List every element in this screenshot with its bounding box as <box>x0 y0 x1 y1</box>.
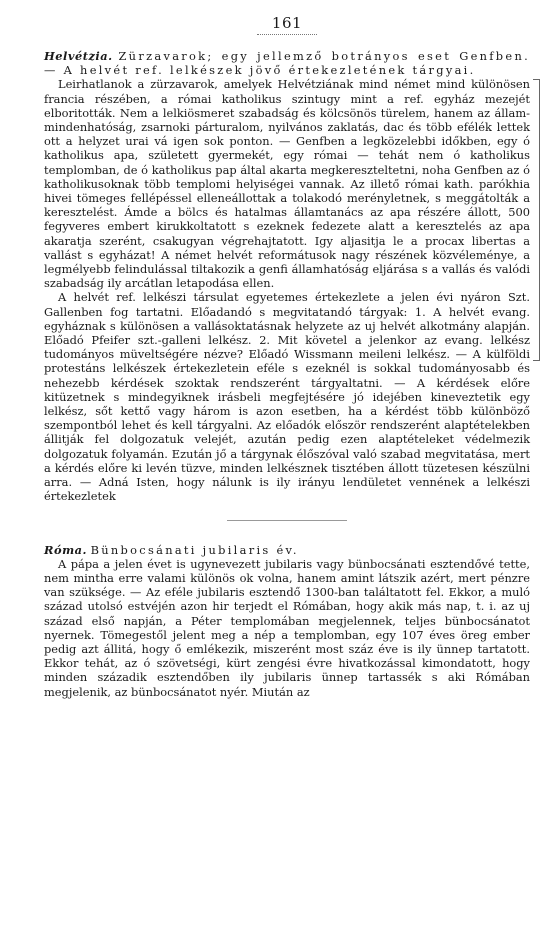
article-roma <box>44 543 530 699</box>
book-page <box>44 14 530 699</box>
article-paragraph: A helvét ref. lelkészi társulat egyetemes értekezlete a jelen évi nyáron Szt. Gallenben fog tartatni. Előadandó s megvitatandó tárgyak: 1. A helvét evang. egyháznak s különösen a vallásoktatásnak helyzete az uj helvét alkotmány alapján. Előadó Pfeifer szt.-galleni lelkész. 2. Mit követel a jelenkor az evang. lelkész tudományos müveltségére nézve? Előadó Wissmann meileni lelkész. — A külföldi protestáns lelkészek értekezletein eféle s ezeknél is sokkal tudományosabb és nehezebb kérdések szoktak rendszerént tárgyaltatni. — A kérdések előre kitüzetnek s mindegyiknek irásbeli megfejtésére jó idejében kineveztetik egy lelkész, sőt kettő vagy három is azon esetben, ha a kérdést több különböző szempontból lehet és kell tárgyalni. Az előadók először rendszerént alaptételekben állitják fel dolgozatuk velejét, azután pedig ezen alaptételeket védelmezik dolgozatuk folyamán. Ezután jő a tárgynak élőszóval való szabad megvitatása, mert a kérdés előre ki levén tüzve, minden lelkésznek tisztében állott tüzetesen készülni arra. — Adná Isten, hogy nálunk is ily irányu lendületet vennének a lelkészi értekezletek <box>44 290 530 504</box>
page-number: 161 <box>271 14 303 32</box>
article-place: Helvétzia. <box>44 49 113 63</box>
article-place: Róma. <box>44 542 87 557</box>
article-heading-text: Bünbocsánati jubilaris év. <box>90 542 299 557</box>
article-heading-text: Zürzavarok; egy jellemző botrányos eset Genfben. — A helvét ref. lelkészek jövő értekezletének tárgyai. <box>44 49 530 78</box>
article-paragraph: Leirhatlanok a zürzavarok, amelyek Helvétziának mind német mind különösen francia részében, a római katholikus szintugy mint a ref. egyház mezejét elboritották. Nem a lelkiösmeret szabadság és kölcsönös türelem, hanem az állam-mindenhatóság, zsarnoki párturalom, nyilvános zaklatás, dac és több efélék lettek ott a helyzet urai vá igen sok ponton. — Genfben a legközelebbi időkben, egy ó katholikus apa, született gyermekét, egy római — tehát nem ó katholikus templomban, de ó katholikus pap által akarta megkereszteltetni, noha Genfben az ó katholikusoknak több templomi helyiségei vannak. Az illető római kath. parókhia hivei tömeges fellépéssel elleneállottak a tolakodó merényletnek, s meggátolták a keresztelést. Ámde a bölcs és hatalmas államtanács az apa részére állott, 500 fegyveres embert kirukkoltatott s ezeknek fedezete alatt a keresztelés az apa akaratja szerént, csakugyan végrehajtatott. Igy aljasitja le a procax libertas a vallást s egyházat! A német helvét reformátusok nagy részének közvéleménye, a legmélyebb felindulással tiltakozik a genfi államhatóság eljárása s a vallás és valódi szabadság ily arcátlan letapodása ellen. <box>44 77 530 291</box>
article-paragraph: A pápa a jelen évet is ugynevezett jubilaris vagy bünbocsánati esztendővé tette, nem mintha erre valami különös ok volna, hanem amint látszik azért, mert pénzre van szüksége. — Az eféle jubilaris esztendő 1300-ban találtatott fel. Ekkor, a muló század utolsó estvéjén azon hir terjedt el Rómában, hogy akik más nap, t. i. az uj század első napján, a Péter templomában megjelennek, teljes bünbocsánatot nyernek. Tömegestől jelent meg a nép a templomban, egy 107 éves öreg ember pedig azt állitá, hogy ő emlékezik, miszerént most száz éve is ily ünnep tartatott. Ekkor tehát, az ó szövetségi, kürt zengési évre hivatkozással kimondatott, hogy minden századik esztendőben ily jubilaris ünnep tartassék s aki Rómában megjelenik, az bünbocsánatot nyér. Miután az <box>44 556 530 699</box>
article-heading <box>44 543 530 557</box>
article-heading <box>44 49 530 77</box>
article-helvetzia <box>44 49 530 504</box>
section-separator <box>227 520 347 521</box>
page-number-rule <box>257 34 317 35</box>
margin-bracket <box>533 79 540 361</box>
